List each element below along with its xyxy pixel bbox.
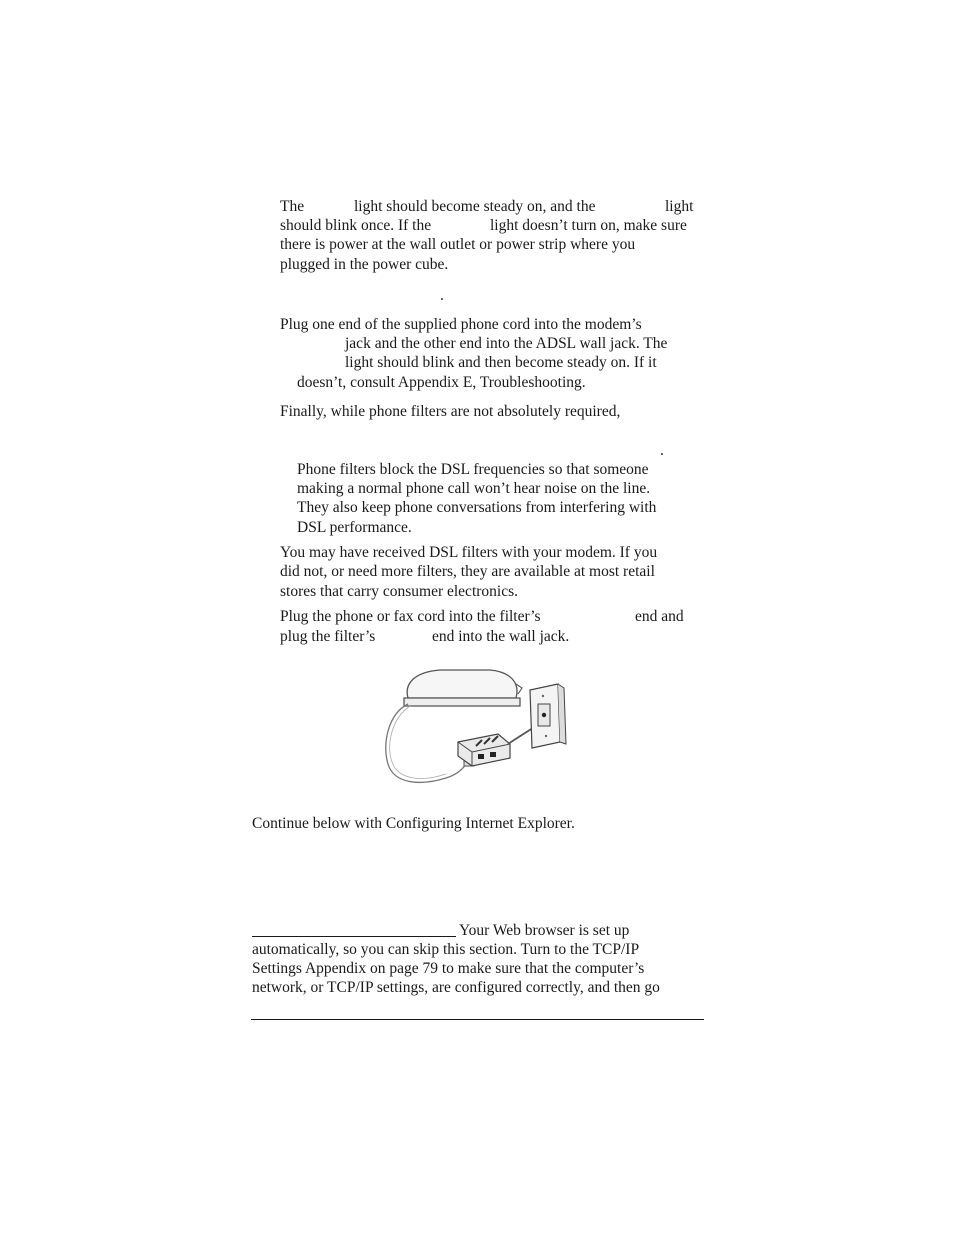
- step3-line2: jack and the other end into the ADSL wall jack. The: [345, 335, 668, 352]
- step4-line1: Finally, while phone filters are not absolutely required,: [280, 403, 621, 420]
- continue-text: Continue below with Configuring Internet Explorer.: [252, 815, 575, 832]
- step1-line1: [280, 197, 710, 216]
- step3-line3: light should blink and then become steady on. If it: [345, 354, 657, 371]
- bottom-line2: automatically, so you can skip this section. Turn to the TCP/IP: [252, 941, 640, 958]
- step1-line4: plugged in the power cube.: [280, 256, 449, 273]
- bottom-line4: network, or TCP/IP settings, are configured correctly, and then go: [252, 979, 660, 996]
- step1-line2: [280, 216, 710, 235]
- filters-line2: did not, or need more filters, they are available at most retail: [280, 563, 655, 580]
- plug-line1-end: end and: [635, 608, 684, 625]
- step3-line1: Plug one end of the supplied phone cord into the modem’s: [280, 316, 642, 333]
- note-line4: DSL performance.: [297, 519, 412, 536]
- step3-line4: doesn’t, consult Appendix E, Troubleshooting.: [297, 374, 586, 391]
- step1-text-light-steady: light should become steady on, and the: [354, 198, 596, 215]
- step4-period: .: [660, 442, 664, 459]
- step2-period: .: [440, 287, 444, 304]
- note-line1: Phone filters block the DSL frequencies so that someone: [297, 461, 649, 478]
- step1-text-light: light: [665, 198, 694, 215]
- underline-blank: [252, 936, 456, 937]
- plug-line2-start: plug the filter’s: [280, 628, 376, 645]
- bottom-line3: Settings Appendix on page 79 to make sure that the computer’s: [252, 960, 645, 977]
- bottom-line1: Your Web browser is set up: [459, 922, 630, 939]
- filters-line1: You may have received DSL filters with your modem. If you: [280, 544, 658, 561]
- plug-line1-start: Plug the phone or fax cord into the filter’s: [280, 608, 541, 625]
- dsl-filter: [458, 734, 510, 766]
- plug-line2-end: end into the wall jack.: [432, 628, 570, 645]
- note-line3: They also keep phone conversations from interfering with: [297, 499, 657, 516]
- note-line2: making a normal phone call won’t hear noise on the line.: [297, 480, 651, 497]
- step1-line3: there is power at the wall outlet or power strip where you: [280, 236, 636, 253]
- filters-line3: stores that carry consumer electronics.: [280, 583, 519, 600]
- plug-line1: [280, 607, 700, 626]
- phone-filter-illustration: [380, 664, 580, 788]
- handset-cord: [386, 704, 466, 782]
- footer-rule: [251, 1019, 704, 1020]
- step1-text-blink: should blink once. If the: [280, 217, 432, 234]
- step1-text-make-sure: light doesn’t turn on, make sure: [490, 217, 687, 234]
- step1-text-the: The: [280, 198, 305, 215]
- plug-line2: [280, 627, 700, 646]
- phone-handset: [407, 670, 517, 698]
